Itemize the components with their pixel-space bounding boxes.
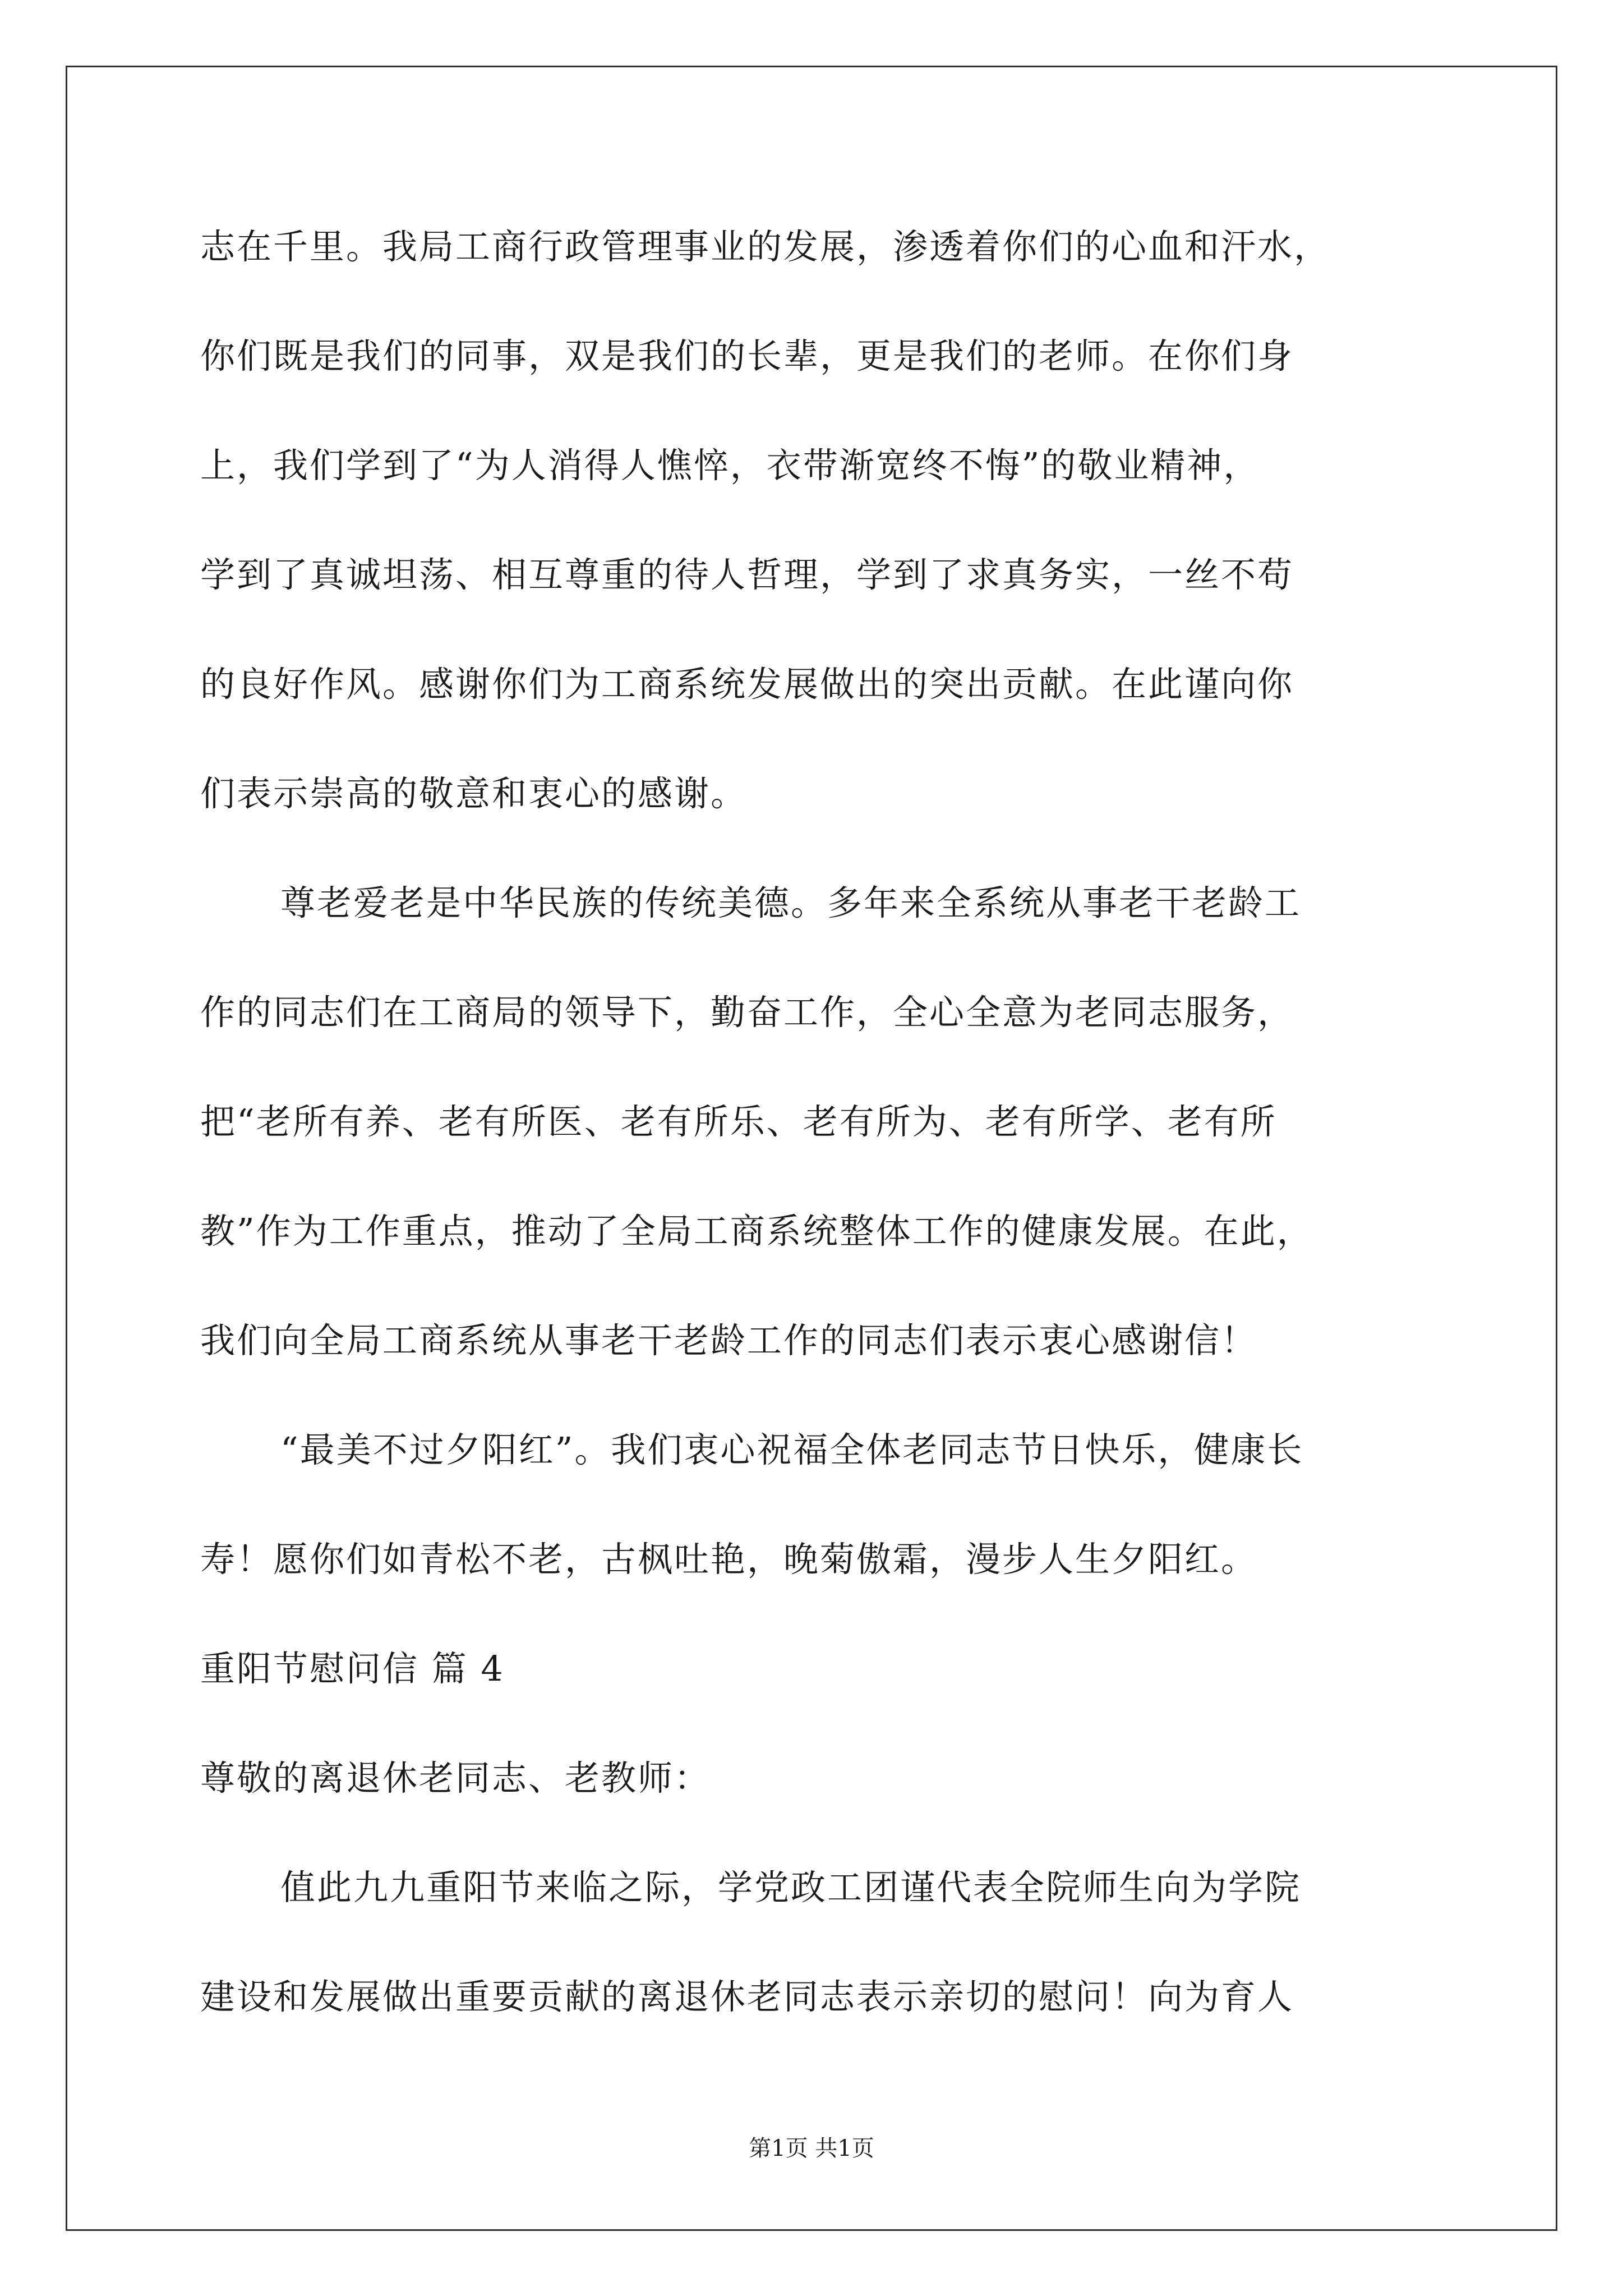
text-line: 你们既是我们的同事，双是我们的长辈，更是我们的老师。在你们身 xyxy=(200,335,1294,376)
paragraph-start-line: 值此九九重阳节来临之际，学党政工团谨代表全院师生向为学院 xyxy=(280,1867,1302,1908)
text-line: 把“老所有养、老有所医、老有所乐、老有所为、老有所学、老有所 xyxy=(200,1101,1277,1142)
text-line: 教”作为工作重点，推动了全局工商系统整体工作的健康发展。在此， xyxy=(200,1211,1313,1251)
text-line: 们表示崇高的敬意和衷心的感谢。 xyxy=(200,773,748,814)
page-footer: 第1页 共1页 xyxy=(749,2136,874,2161)
text-line: 作的同志们在工商局的领导下，勤奋工作，全心全意为老同志服务， xyxy=(200,992,1294,1033)
section-heading: 重阳节慰问信 篇 4 xyxy=(200,1648,505,1689)
text-line: 学到了真诚坦荡、相互尊重的待人哲理，学到了求真务实，一丝不苟 xyxy=(200,554,1294,595)
text-line: 上，我们学到了“为人消得人憔悴，衣带渐宽终不悔”的敬业精神， xyxy=(200,445,1260,486)
text-line: 志在千里。我局工商行政管理事业的发展，渗透着你们的心血和汗水， xyxy=(200,226,1331,267)
text-line: 寿！愿你们如青松不老，古枫吐艳，晚菊傲霜，漫步人生夕阳红。 xyxy=(200,1539,1258,1580)
salutation: 尊敬的离退休老同志、老教师： xyxy=(200,1757,711,1798)
text-line: 我们向全局工商系统从事老干老龄工作的同志们表示衷心感谢信！ xyxy=(200,1320,1258,1361)
text-line: 的良好作风。感谢你们为工商系统发展做出的突出贡献。在此谨向你 xyxy=(200,664,1294,705)
text-line: 建设和发展做出重要贡献的离退休老同志表示亲切的慰问！向为育人 xyxy=(200,1976,1294,2017)
paragraph-start-line: “最美不过夕阳红”。我们衷心祝福全体老同志节日快乐，健康长 xyxy=(280,1429,1304,1470)
paragraph-start-line: 尊老爱老是中华民族的传统美德。多年来全系统从事老干老龄工 xyxy=(280,882,1302,923)
